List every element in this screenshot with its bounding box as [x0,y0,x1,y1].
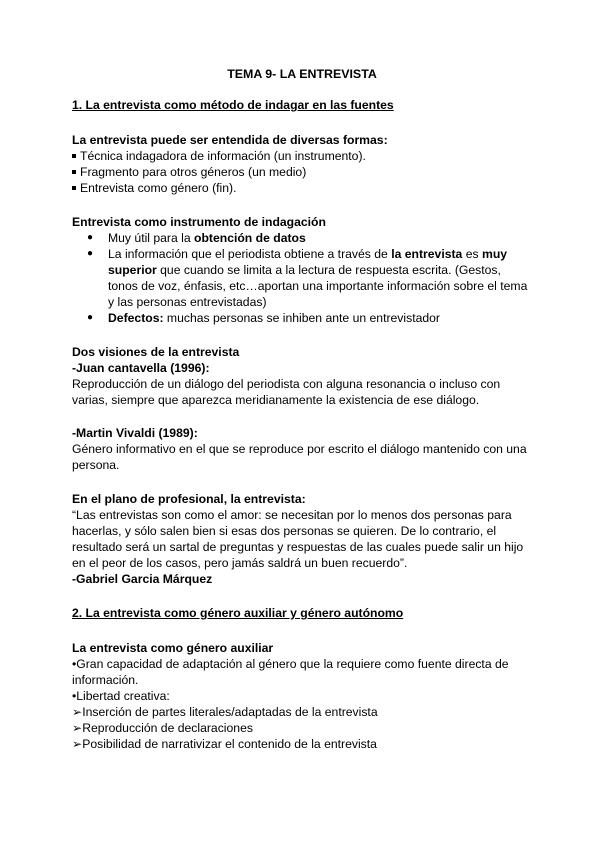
list-item: Técnica indagadora de información (un instrumento). [72,148,532,164]
quote-author: -Gabriel Garcia Márquez [72,572,213,586]
page-title: TEMA 9- LA ENTREVISTA [227,67,377,81]
visions-heading: Dos visiones de la entrevista [72,345,240,359]
list-item: Fragmento para otros géneros (un medio) [72,164,532,180]
bullet-icon: ● [87,232,94,243]
arrow-item: ➢Posibilidad de narrativizar el contenido de la entrevista [72,737,377,751]
section2-heading: 2. La entrevista como género auxiliar y género autónomo [72,606,404,620]
author-cantavella: -Juan cantavella (1996): [72,361,210,375]
arrow-item: ➢Inserción de partes literales/adaptadas de la entrevista [72,705,378,719]
definition-vivaldi: Género informativo en el que se reproduce por escrito el diálogo mantenido con una persona. [72,442,527,472]
garcia-marquez-quote: “Las entrevistas son como el amor: se necesitan por lo menos dos personas para hacerlas, y sólo salen bien si esas dos personas se quieren. De lo contrario, el resultado será un sartal de preguntas y respuestas de las cuales puede salir un hijo en el peor de los casos, pero jamás saldrá un buen recuerdo”. [72,508,524,570]
bullet-icon: ● [87,312,94,323]
document-page [72,66,532,752]
arrow-item: ➢Reproducción de declaraciones [72,721,253,735]
list-item: ● La información que el periodista obtiene a través de la entrevista es muy superior que cuando se limita a la lectura de respuesta escrita. (Gestos, tonos de voz, énfasis, etc…aportan una importante información sobre el tema y las personas entrevistadas) [87,247,528,309]
professional-heading: En el plano de profesional, la entrevista: [72,492,306,506]
forms-list [72,148,532,196]
list-item: ● Muy útil para la obtención de datos [87,231,306,245]
bullet-icon: ● [87,248,94,259]
forms-heading: La entrevista puede ser entendida de diversas formas: [72,133,388,147]
section1-heading: 1. La entrevista como método de indagar en las fuentes [72,98,394,112]
instrument-heading: Entrevista como instrumento de indagación [72,215,326,229]
list-item: ● Defectos: muchas personas se inhiben ante un entrevistador [87,311,440,325]
author-vivaldi: -Martin Vivaldi (1989): [72,426,198,440]
list-item: Entrevista como género (fin). [72,180,532,196]
square-bullet-icon [72,186,76,190]
definition-cantavella: Reproducción de un diálogo del periodista con alguna resonancia o incluso con varias, siempre que aparezca meridianamente la existencia de ese diálogo. [72,377,501,407]
auxiliar-heading: La entrevista como género auxiliar [72,641,274,655]
instrument-list [72,230,532,326]
square-bullet-icon [72,170,76,174]
square-bullet-icon [72,154,76,158]
auxiliar-point: •Gran capacidad de adaptación al género que la requiere como fuente directa de información. [72,657,509,687]
auxiliar-point: •Libertad creativa: [72,689,170,703]
